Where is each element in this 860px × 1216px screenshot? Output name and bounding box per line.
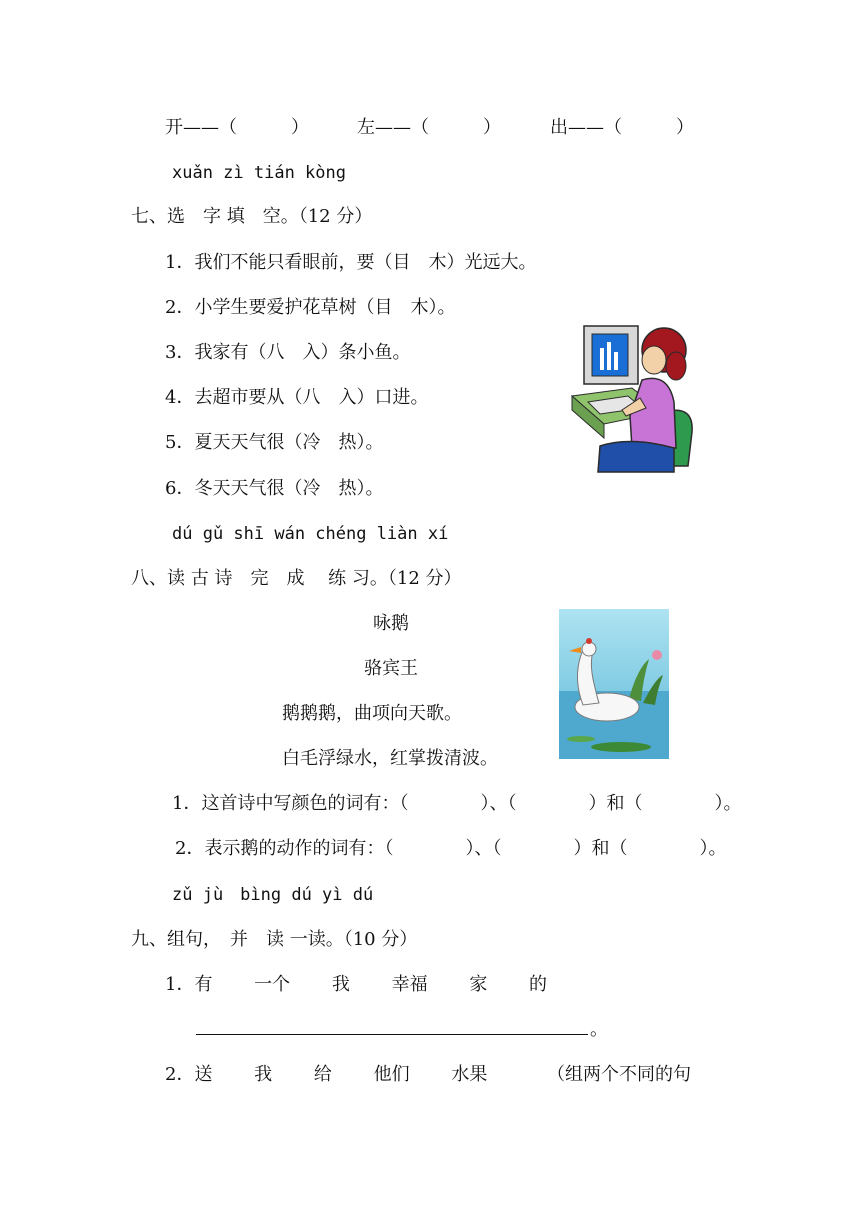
antonym-item: 开——（ ）	[165, 117, 309, 138]
section7-item: 5．夏天天气很（冷 热）。	[165, 432, 384, 453]
section8-title: 八、读 古 诗 完 成 练 习。（12 分）	[131, 568, 462, 589]
antonym-item: 左——（ ）	[357, 117, 501, 138]
section8-question: 2．表示鹅的动作的词有：（ ）、（ ）和（ ）。	[175, 838, 727, 859]
poem-title: 咏鹅	[373, 613, 409, 634]
poem-author: 骆宾王	[364, 658, 418, 679]
answer-line	[196, 1034, 588, 1035]
woman-computer-illustration	[570, 316, 698, 476]
poem-line: 白毛浮绿水，红掌拨清波。	[282, 748, 498, 769]
section8-pinyin: dú gǔ shī wán chéng liàn xí	[172, 524, 449, 544]
section7-item: 6．冬天天气很（冷 热）。	[165, 478, 384, 499]
antonym-item: 出——（ ）	[550, 117, 694, 138]
section9-pinyin: zǔ jù bìng dú yì dú	[172, 885, 374, 905]
section7-pinyin: xuǎn zì tián kòng	[172, 163, 346, 183]
section7-item: 2．小学生要爱护花草树（目 木）。	[165, 297, 456, 318]
answer-line-period: 。	[590, 1019, 608, 1040]
section9-title: 九、组句， 并 读 一读。（10 分）	[131, 929, 418, 950]
poem-line: 鹅鹅鹅，曲项向天歌。	[282, 703, 462, 724]
section9-question: 1．有 一个 我 幸福 家 的	[165, 974, 548, 995]
section9-question: 2．送 我 给 他们 水果 （组两个不同的句	[165, 1064, 692, 1085]
section7-item: 4．去超市要从（八 入）口进。	[165, 387, 429, 408]
goose-illustration	[559, 609, 669, 759]
section7-item: 3．我家有（八 入）条小鱼。	[165, 342, 411, 363]
section7-title: 七、选 字 填 空。（12 分）	[131, 206, 373, 227]
section8-question: 1．这首诗中写颜色的词有：（ ）、（ ）和（ ）。	[172, 793, 742, 814]
section7-item: 1．我们不能只看眼前，要（目 木）光远大。	[165, 252, 537, 273]
